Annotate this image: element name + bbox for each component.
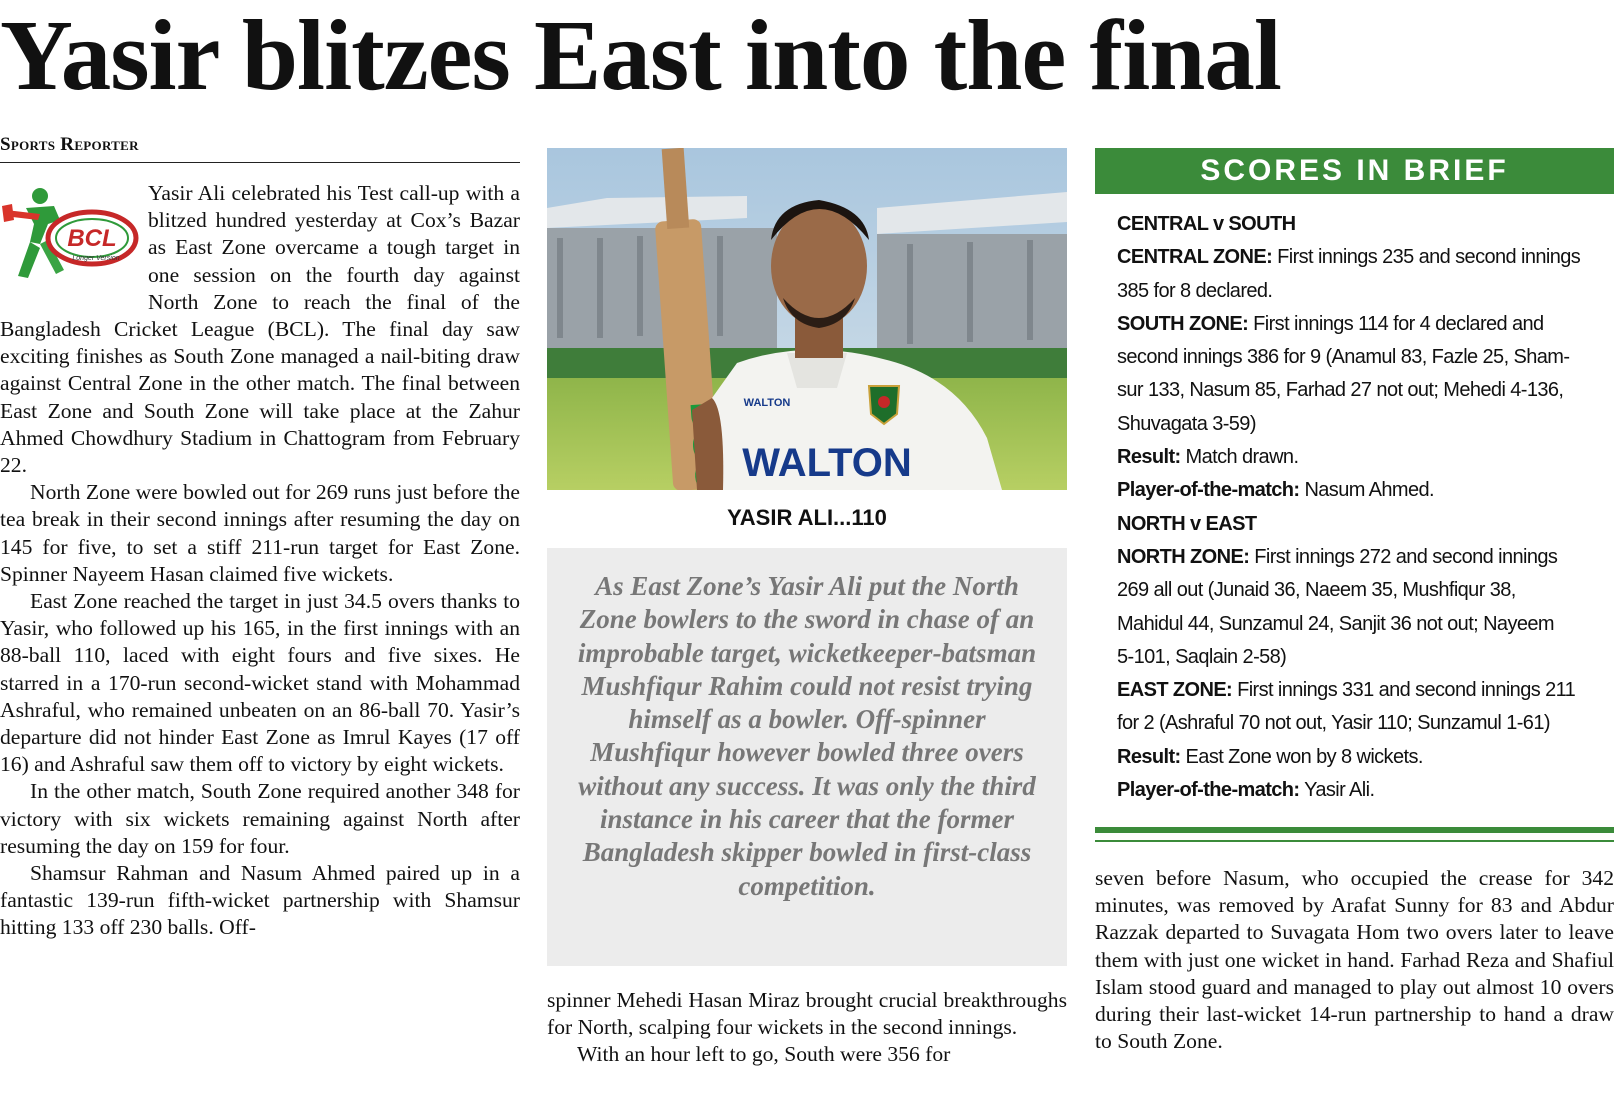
result-line: Result: Match drawn. <box>1117 446 1299 469</box>
yasir-ali-photo <box>547 148 1067 490</box>
pull-quote-box <box>547 548 1067 966</box>
player-of-the-match-line: Player-of-the-match: Nasum Ahmed. <box>1117 479 1434 502</box>
column-divider <box>1095 840 1614 842</box>
article-paragraph: Shamsur Rahman and Nasum Ahmed paired up in a fantastic 139-run fifth-wicket partnership with Shamsur hitting 133 off 230 balls. Off- <box>0 861 520 940</box>
score-line: SOUTH ZONE: First innings 114 for 4 declared and <box>1117 312 1544 335</box>
scores-in-brief-body <box>1095 194 1614 807</box>
article-paragraph: Yasir Ali celebrated his Test call-up with a blitzed hundred yesterday at Cox’s Bazar as East Zone overcame a tough target in one session on the fourth day against North Zone to reach the final of the Bangladesh Cricket League (BCL). The final day saw exciting finishes as South Zone managed a nail-biting draw against Central Zone in the other match. The final between East Zone and South Zone will take place at the Zahur Ahmed Chowdhury Stadium in Chattogram from February 22. <box>0 181 520 478</box>
score-line: 269 all out (Junaid 36, Naeem 35, Mushfiqur 38, <box>1117 579 1516 602</box>
shirt-sponsor-text: WALTON <box>742 441 912 485</box>
article-paragraph: North Zone were bowled out for 269 runs just before the tea break in their second innings after resuming the day on 145 for five, to set a stiff 211-run target for East Zone. Spinner Nayeem Hasan claimed five wickets. <box>0 480 520 586</box>
article-paragraph: spinner Mehedi Hasan Miraz brought crucial breakthroughs for North, scalping four wickets in the second innings. <box>547 988 1067 1040</box>
pull-quote-text: As East Zone’s Yasir Ali put the North Zone bowlers to the sword in chase of an improbable target, wicketkeeper-batsman Mushfiqur Rahim could not resist trying himself as a bowler. Off-spinner Mushfiqur however bowled three overs without any success. It was only the third instance in his career that the former Bangladesh skipper bowled in first-class competition. <box>577 571 1037 901</box>
result-line: Result: East Zone won by 8 wickets. <box>1117 745 1423 768</box>
article-paragraph: seven before Nasum, who occupied the crease for 342 minutes, was removed by Arafat Sunny for 83 and Abdur Razzak departed to Suvagata Hom two overs later to leave them with just one wicket in hand. Farhad Reza and Shafiul Islam stood guard and managed to play out almost 10 overs during their last-wicket 14-run partnership to hand a draw to South Zone. <box>1095 866 1614 1054</box>
match-heading: CENTRAL v SOUTH <box>1117 213 1296 235</box>
score-line: sur 133, Nasum 85, Farhad 27 not out; Mehedi 4-136, <box>1117 379 1564 402</box>
byline: Sports Reporter <box>0 134 520 163</box>
bcl-logo <box>0 180 140 290</box>
score-line: 5-101, Saqlain 2-58) <box>1117 645 1287 668</box>
scores-in-brief-title: SCORES IN BRIEF <box>1095 148 1614 194</box>
article-paragraph: East Zone reached the target in just 34.5 overs thanks to Yasir, who followed up his 165, in the first innings with an 88-ball 110, laced with eight fours and five sixes. He starred in a 170-run second-wicket stand with Mohammad Ashraful, who remained unbeaten on an 86-ball 70. Yasir’s departure did not hinder East Zone as Imrul Kayes (17 off 16) and Ashraful saw them off to victory by eight wickets. <box>0 589 520 777</box>
score-line: 385 for 8 declared. <box>1117 279 1273 302</box>
score-line: NORTH ZONE: First innings 272 and second innings <box>1117 545 1558 568</box>
score-line: Mahidul 44, Sunzamul 24, Sanjit 36 not out; Nayeem <box>1117 612 1554 635</box>
shirt-logo-text: WALTON <box>743 397 791 409</box>
bcl-logo-text: BCL <box>67 225 117 252</box>
score-line: EAST ZONE: First innings 331 and second innings 211 <box>1117 679 1576 702</box>
score-line: CENTRAL ZONE: First innings 235 and second innings <box>1117 246 1581 269</box>
player-of-the-match-line: Player-of-the-match: Yasir Ali. <box>1117 779 1375 802</box>
score-line: Shuvagata 3-59) <box>1117 412 1256 435</box>
match-heading: NORTH v EAST <box>1117 512 1257 535</box>
article-column-2 <box>547 987 1067 1102</box>
photo-caption: YASIR ALI...110 <box>727 505 887 530</box>
article-paragraph: With an hour left to go, South were 356 for <box>577 1042 951 1067</box>
score-line: second innings 386 for 9 (Anamul 83, Fazle 25, Sham- <box>1117 346 1570 369</box>
scores-in-brief-box <box>1095 148 1614 833</box>
article-paragraph: In the other match, South Zone required another 348 for victory with six wickets remaining against North after resuming the day on 159 for four. <box>0 779 520 858</box>
article-column-3 <box>1095 865 1614 1105</box>
headline: Yasir blitzes East into the final <box>0 0 1281 111</box>
article-column-1 <box>0 180 520 1100</box>
bcl-logo-subtext: Longer Version <box>72 255 120 262</box>
score-line: for 2 (Ashraful 70 not out, Yasir 110; Sunzamul 1-61) <box>1117 712 1550 735</box>
